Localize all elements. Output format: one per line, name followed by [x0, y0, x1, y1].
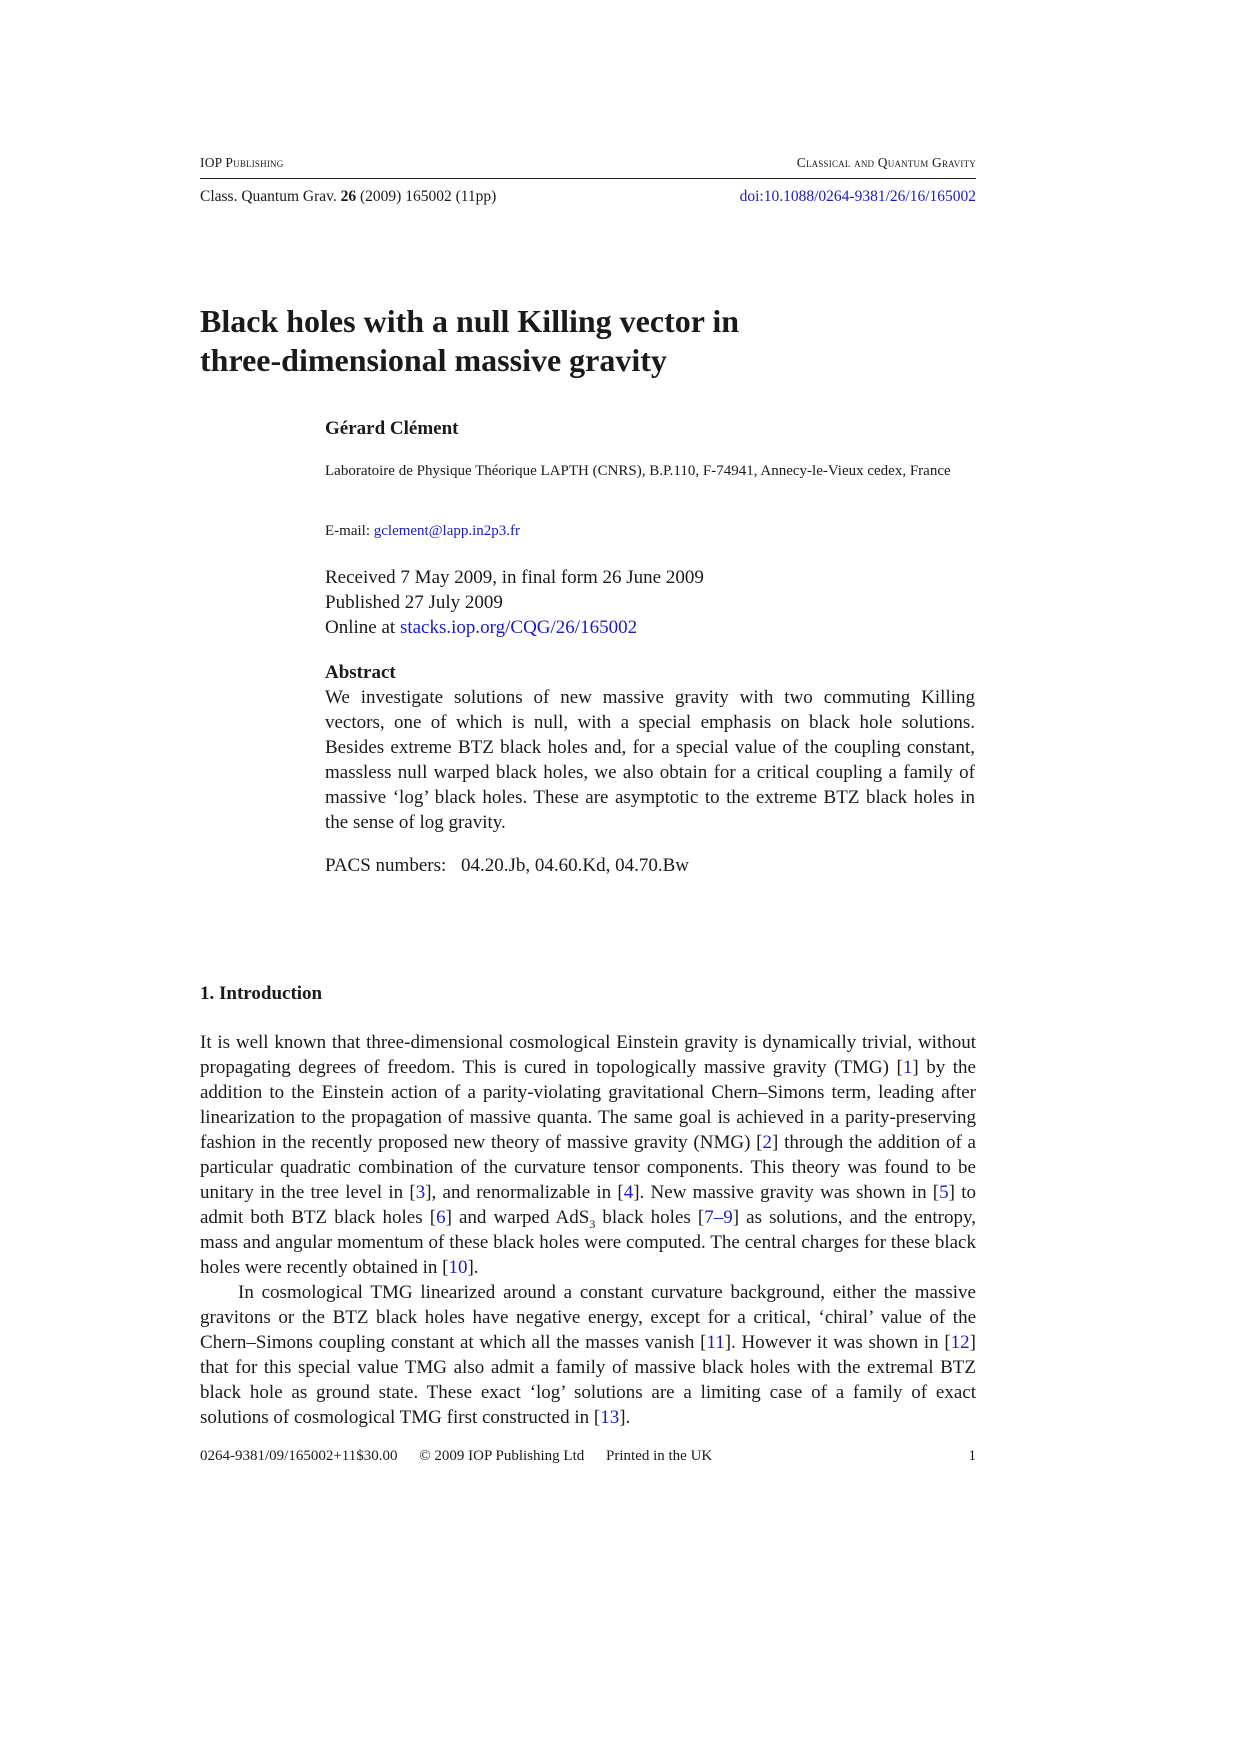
- online-label: Online at: [325, 617, 396, 638]
- reference-link[interactable]: 12: [950, 1332, 970, 1353]
- online-link[interactable]: stacks.iop.org/CQG/26/165002: [399, 617, 638, 638]
- pacs-label: PACS numbers:: [325, 855, 447, 876]
- journal-citation: [200, 188, 496, 206]
- publication-dates: [325, 565, 704, 640]
- email-link[interactable]: gclement@lapp.in2p3.fr: [373, 523, 521, 539]
- author-email: [325, 523, 520, 540]
- author-affiliation: Laboratoire de Physique Théorique LAPTH (CNRS), B.P.110, F-74941, Annecy-le-Vieux cedex, France: [325, 463, 951, 479]
- footer-info: [200, 1448, 730, 1465]
- citation-volume: 26: [340, 188, 357, 205]
- reference-link[interactable]: 13: [600, 1407, 620, 1428]
- journal-name: Classical and Quantum Gravity: [796, 155, 976, 170]
- author-name: Gérard Clément: [325, 418, 459, 439]
- intro-paragraph-2: In cosmological TMG linearized around a constant curvature background, either the massive gravitons or the BTZ black holes have negative energy, except for a critical, ‘chiral’ value of the Chern–Simons coupling constant at which all the masses vanish [11]. However it was shown in [12] that for this special value TMG also admit a family of massive black holes with the extremal BTZ black hole as ground state. These exact ‘log’ solutions are a limiting case of a family of exact solutions of cosmological TMG first constructed in [13].: [200, 1282, 976, 1428]
- page-footer: [200, 1448, 976, 1465]
- publisher-name: IOP Publishing: [200, 155, 284, 170]
- received-date: Received 7 May 2009, in final form 26 June 2009: [325, 567, 704, 588]
- reference-link[interactable]: 2: [762, 1132, 772, 1153]
- title-line-1: Black holes with a null Killing vector in: [200, 303, 740, 339]
- reference-link[interactable]: 10: [448, 1257, 468, 1278]
- reference-link[interactable]: 1: [902, 1057, 913, 1078]
- reference-link[interactable]: 11: [706, 1332, 725, 1353]
- abstract: [325, 660, 975, 835]
- footer-printed: Printed in the UK: [606, 1448, 713, 1464]
- citation-prefix: Class. Quantum Grav.: [200, 188, 337, 205]
- reference-link[interactable]: 6: [436, 1207, 446, 1228]
- subscript: 3: [589, 1216, 596, 1231]
- running-head: [200, 155, 976, 171]
- page-number: 1: [968, 1448, 976, 1464]
- header-rule: [200, 178, 976, 179]
- footer-copyright: © 2009 IOP Publishing Ltd: [419, 1448, 585, 1464]
- pacs-numbers: [325, 855, 689, 877]
- paper-title: [200, 302, 960, 380]
- citation-line: [200, 188, 976, 206]
- reference-link[interactable]: 4: [623, 1182, 634, 1203]
- footer-code: 0264-9381/09/165002+11$30.00: [200, 1448, 398, 1464]
- reference-link[interactable]: 7–9: [704, 1207, 733, 1228]
- abstract-heading: Abstract: [325, 662, 396, 683]
- introduction-body: [200, 1030, 976, 1430]
- title-line-2: three-dimensional massive gravity: [200, 342, 667, 378]
- pacs-values: 04.20.Jb, 04.60.Kd, 04.70.Bw: [461, 855, 690, 876]
- reference-link[interactable]: 3: [415, 1182, 426, 1203]
- intro-paragraph-1: It is well known that three-dimensional cosmological Einstein gravity is dynamically trivial, without propagating degrees of freedom. This is cured in topologically massive gravity (TMG) [1] by the addition to the Einstein action of a parity-violating gravitational Chern–Simons term, leading after linearization to the propagation of massive quanta. The same goal is achieved in a parity-preserving fashion in the recently proposed new theory of massive gravity (NMG) [2] through the addition of a particular quadratic combination of the curvature tensor components. This theory was found to be unitary in the tree level in [3], and renormalizable in [4]. New massive gravity was shown in [5] to admit both BTZ black holes [6] and warped AdS$_3$ black holes [7–9] as solutions, and the entropy, mass and angular momentum of these black holes were computed. The central charges for these black holes were recently obtained in [10].: [200, 1032, 976, 1278]
- citation-suffix: (2009) 165002 (11pp): [360, 188, 497, 205]
- abstract-text: We investigate solutions of new massive gravity with two commuting Killing vectors, one of which is null, with a special emphasis on black hole solutions. Besides extreme BTZ black holes and, for a special value of the coupling constant, massless null warped black holes, we also obtain for a critical coupling a family of massive ‘log’ black holes. These are asymptotic to the extreme BTZ black holes in the sense of log gravity.: [325, 687, 975, 833]
- reference-link[interactable]: 5: [939, 1182, 949, 1203]
- published-date: Published 27 July 2009: [325, 592, 503, 613]
- email-label: E-mail:: [325, 523, 370, 539]
- online-line: [325, 615, 704, 640]
- section-heading-introduction: 1. Introduction: [200, 983, 323, 1004]
- doi-link[interactable]: doi:10.1088/0264-9381/26/16/165002: [739, 188, 976, 205]
